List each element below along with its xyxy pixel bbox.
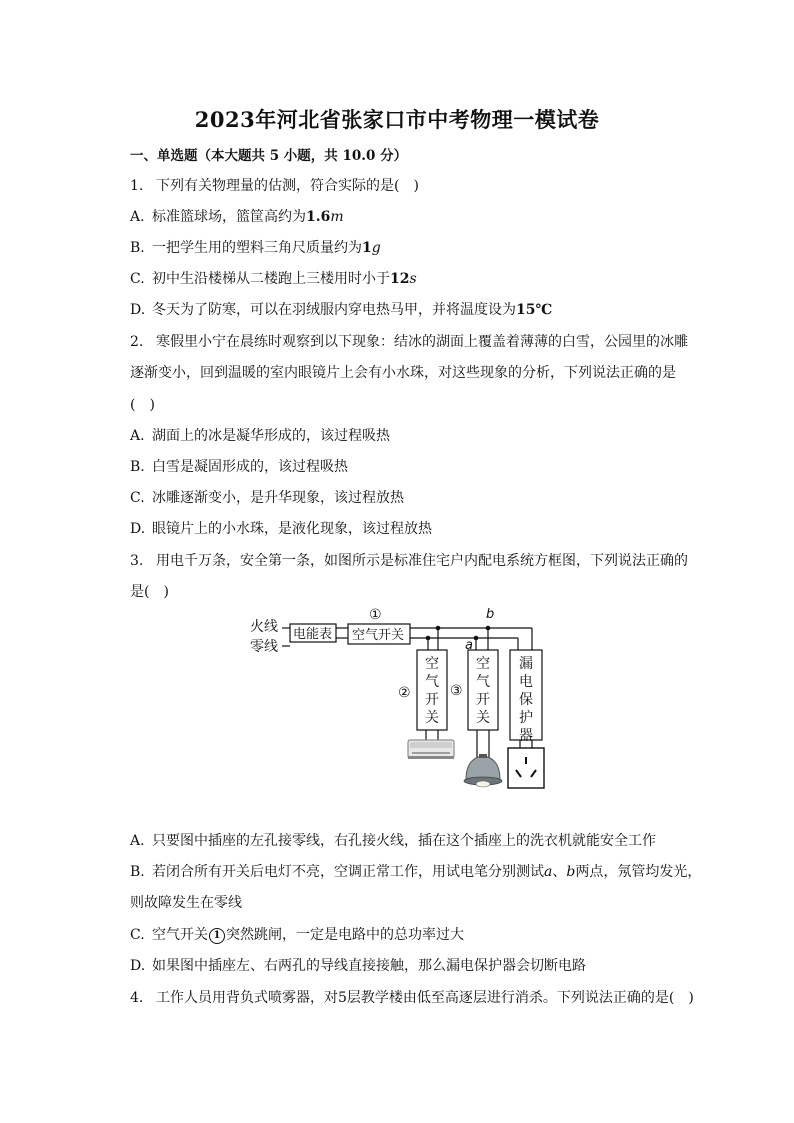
option-text: 冰雕逐渐变小，是升华现象，该过程放热 [152,490,404,506]
option-unit: m [330,209,344,225]
q1-option-b [130,239,381,257]
rcd-char: 器 [519,728,533,744]
option-text: 白雪是凝固形成的，该过程吸热 [152,459,348,475]
question-number: 4. [130,990,144,1006]
exam-title: 2023年河北省张家口市中考物理一模试卷 [194,107,600,132]
option-text: 、 [552,864,567,880]
option-value: 1.6 [306,209,331,225]
option-letter: D. [130,958,146,974]
question-number: 1. [130,178,144,194]
q3-option-d [130,957,586,975]
option-text: 空气开关 [152,927,208,943]
rcd-char: 电 [519,674,533,690]
circuit-diagram [248,600,558,800]
q2-option-a [130,427,390,445]
rcd-char: 护 [519,710,533,726]
option-value: 15℃ [516,302,553,318]
switch-2-char: 开 [425,692,439,708]
q3-option-b [130,863,701,881]
option-text: 湖面上的冰是凝华形成的，该过程吸热 [152,428,390,444]
rcd-char: 漏 [519,656,533,672]
option-letter: D. [130,521,146,537]
option-text: 一把学生用的塑料三角尺质量约为 [152,240,362,256]
option-letter: C. [130,927,145,943]
question-1-stem [130,177,419,195]
option-unit: s [409,271,417,287]
air-conditioner-icon [408,740,454,759]
option-letter: B. [130,240,145,256]
option-letter: A. [130,833,145,849]
question-text: 用电千万条，安全第一条，如图所示是标准住宅户内配电系统方框图，下列说法正确的 [156,553,688,569]
q1-option-d [130,301,552,319]
marker-1: ① [369,607,382,623]
switch-3-char: 开 [476,692,490,708]
q2-option-c [130,489,404,507]
option-letter: B. [130,459,145,475]
option-text: 初中生沿楼梯从二楼跑上三楼用时小于 [152,271,390,287]
question-3-stem-cont: 是( ) [130,584,169,600]
switch-2-char: 关 [425,710,439,726]
question-2-stem-paren: ( ) [130,397,155,413]
option-value: 1 [362,240,372,256]
marker-2: ② [398,685,411,701]
question-4-stem [130,989,694,1007]
question-3-stem [130,552,688,570]
option-letter: A. [130,428,145,444]
switch-2-char: 空 [425,656,439,672]
socket-icon [508,748,544,788]
option-text: 两点，氖管均发光， [575,864,702,880]
option-value: 12 [390,271,410,287]
option-text: 标准篮球场，篮筐高约为 [152,209,306,225]
switch-2-char: 气 [425,674,439,690]
option-letter: D. [130,302,146,318]
lamp-icon [464,754,502,787]
section-heading: 一、单选题（本大题共 5 小题，共 10.0 分） [130,148,408,164]
q3-option-b-cont: 则故障发生在零线 [130,895,242,911]
switch-3-char: 关 [476,710,490,726]
option-text: 只要图中插座的左孔接零线，右孔接火线，插在这个插座上的洗衣机就能安全工作 [152,833,656,849]
meter-label: 电能表 [293,627,333,642]
q1-option-c [130,270,417,288]
rcd-char: 保 [519,692,533,708]
q3-option-c [130,926,464,944]
question-text: 寒假里小宁在晨练时观察到以下现象：结冰的湖面上覆盖着薄薄的白雪，公园里的冰雕 [156,334,688,350]
live-wire-label: 火线 [250,619,278,635]
q3-option-a [130,832,656,850]
option-letter: C. [130,490,145,506]
switch-3-char: 气 [476,674,490,690]
option-text: 眼镜片上的小水珠，是液化现象，该过程放热 [152,521,432,537]
question-2-stem-cont: 逐渐变小，回到温暖的室内眼镜片上会有小水珠，对这些现象的分析，下列说法正确的是 [130,365,676,381]
option-text: 若闭合所有开关后电灯不亮，空调正常工作，用试电笔分别测试 [152,864,544,880]
point-a-label: a [465,638,473,653]
point-a-ref: a [544,864,553,880]
main-air-switch-label: 空气开关 [352,628,405,643]
option-text: 如果图中插座左、右两孔的导线直接接触，那么漏电保护器会切断电路 [152,958,586,974]
option-text: 突然跳闸，一定是电路中的总功率过大 [226,927,464,943]
marker-3: ③ [450,683,463,699]
option-unit: g [371,240,381,256]
option-letter: A. [130,209,145,225]
question-2-stem [130,333,688,351]
option-letter: B. [130,864,145,880]
q1-option-a [130,208,344,226]
point-b-label: b [486,607,495,622]
question-text: 下列有关物理量的估测，符合实际的是( ) [156,178,419,194]
option-letter: C. [130,271,145,287]
circled-number-1: 1 [209,928,225,944]
question-number: 2. [130,334,144,350]
point-b-ref: b [566,864,576,880]
option-text: 冬天为了防寒，可以在羽绒服内穿电热马甲，并将温度设为 [152,302,516,318]
neutral-wire-label: 零线 [250,639,278,655]
q2-option-b [130,458,348,476]
q2-option-d [130,520,432,538]
switch-3-char: 空 [476,656,490,672]
question-text: 工作人员用背负式喷雾器，对5层教学楼由低至高逐层进行消杀。下列说法正确的是( ) [156,990,694,1006]
question-number: 3. [130,553,144,569]
